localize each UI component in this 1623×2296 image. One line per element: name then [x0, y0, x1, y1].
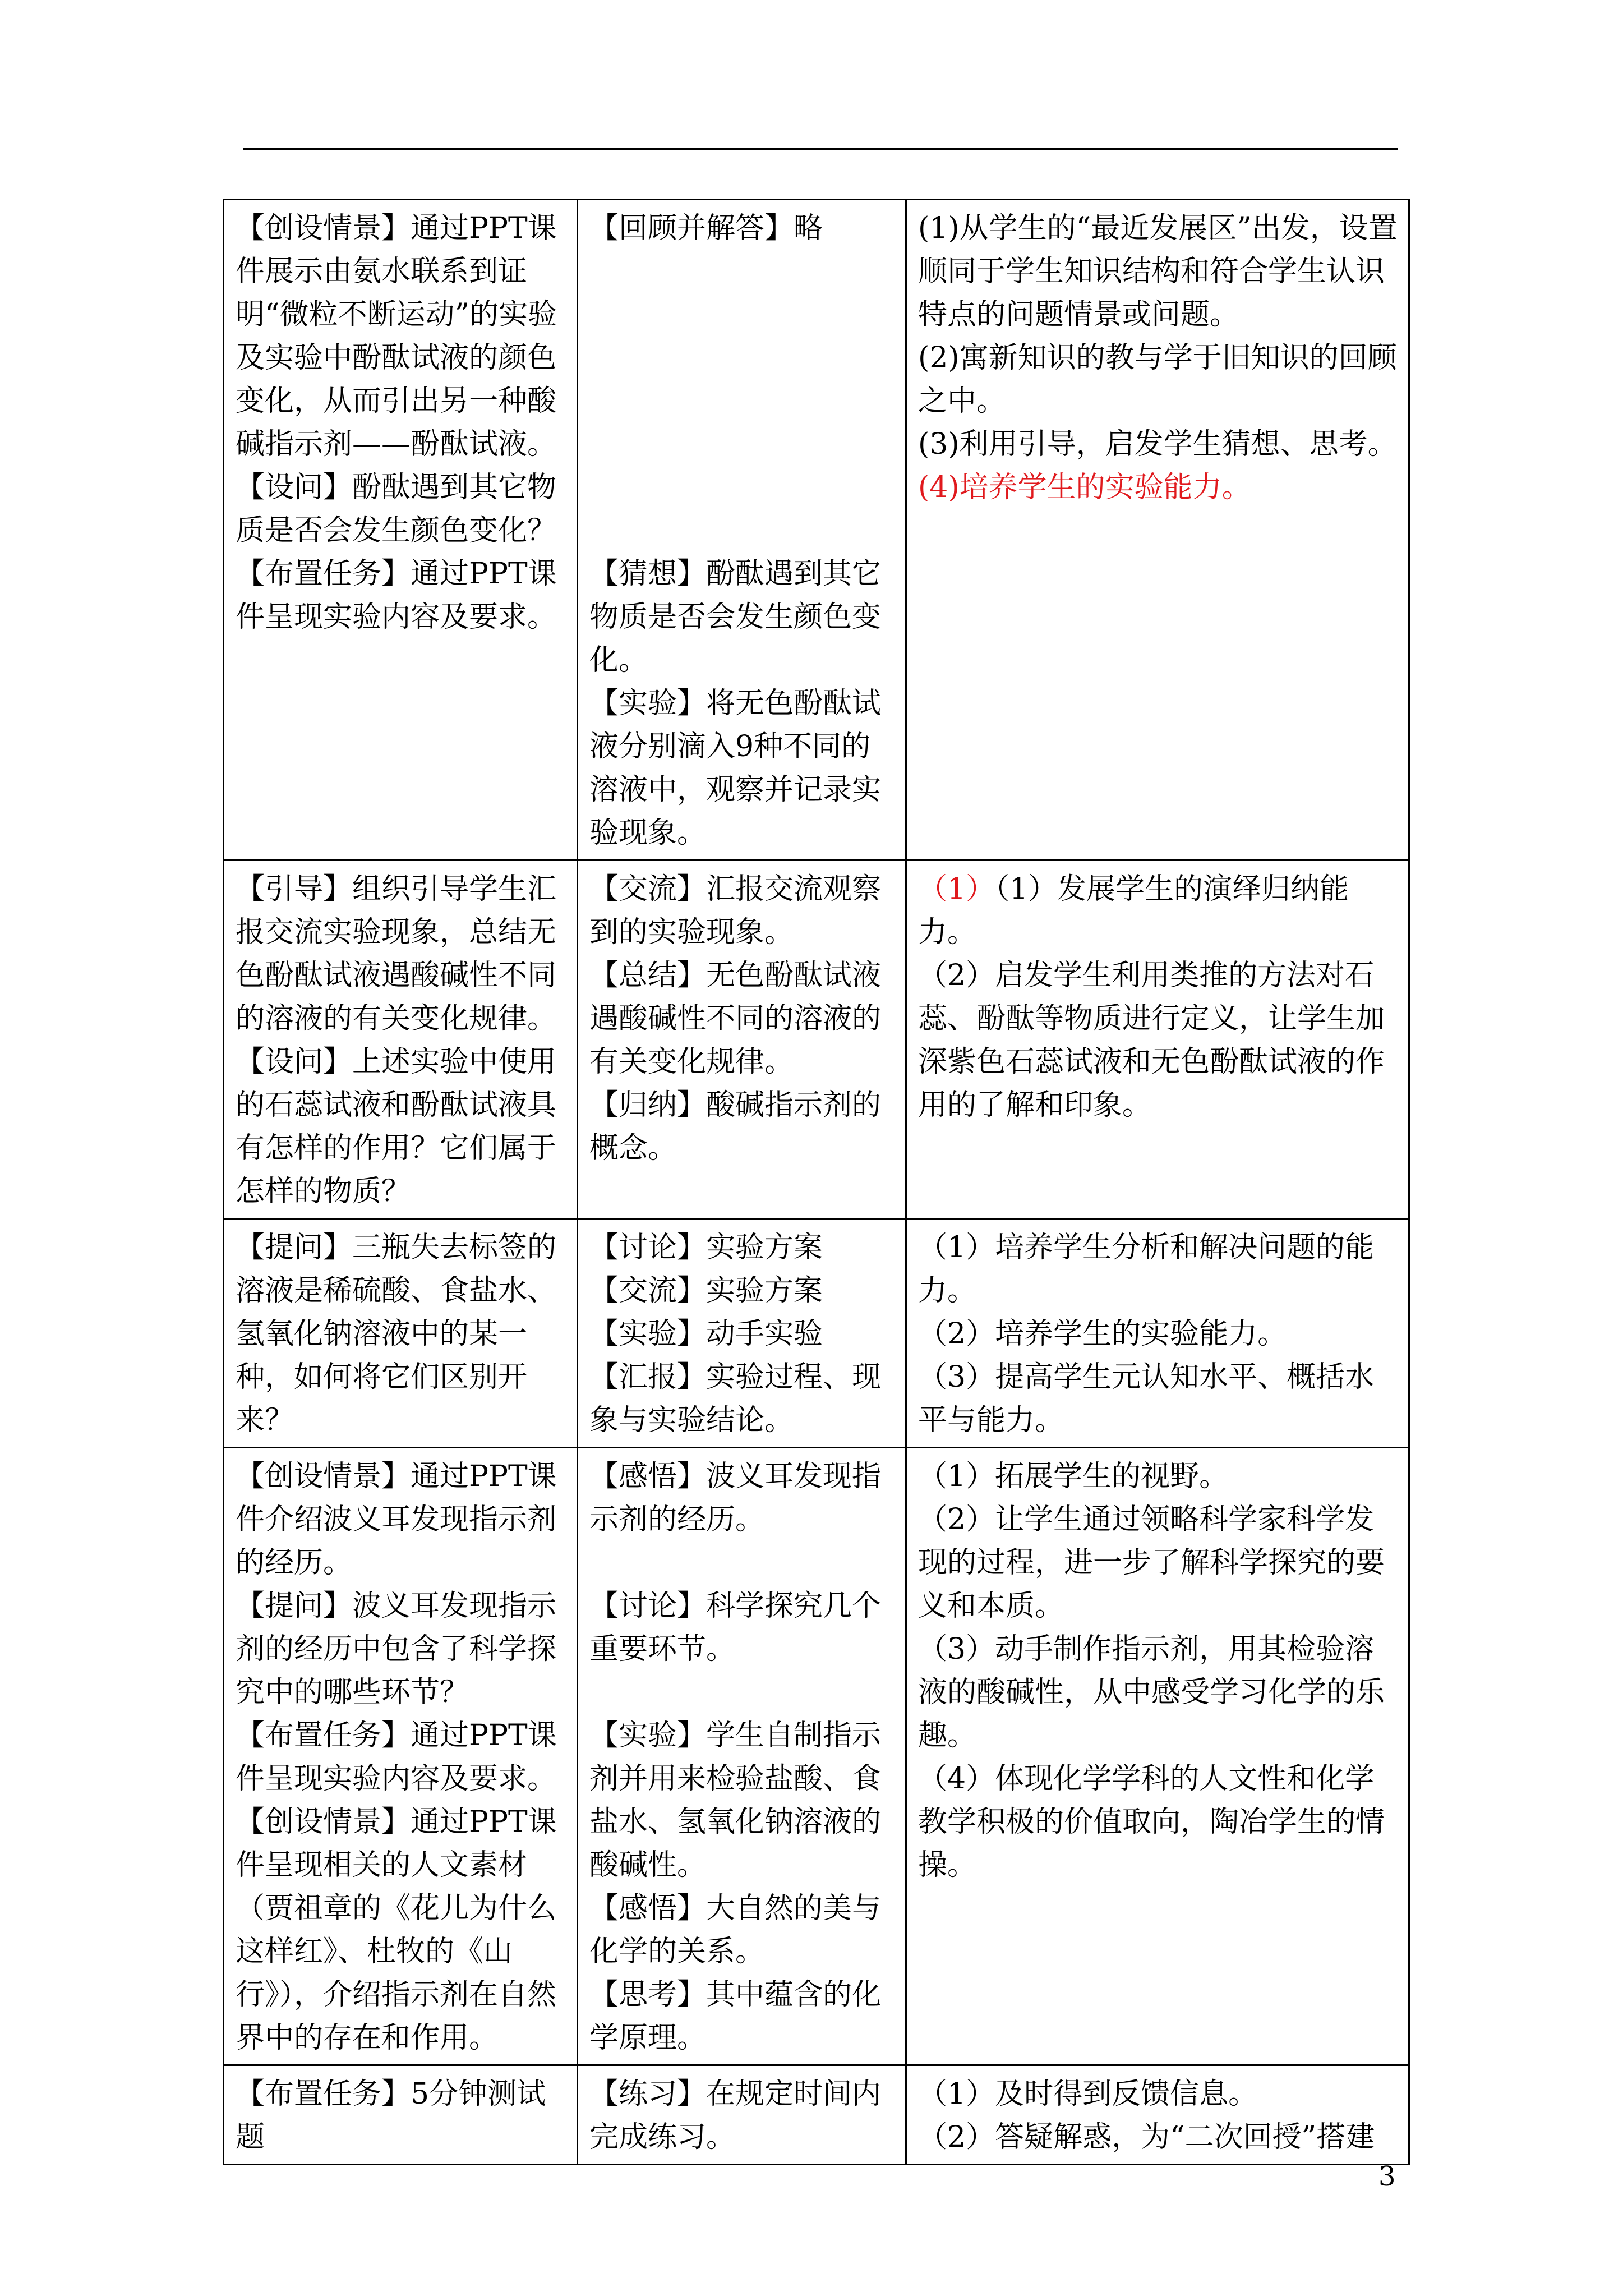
teacher-paragraph: 【布置任务】5分钟测试题 [236, 2077, 546, 2154]
intent-number: （1） [918, 872, 995, 906]
intent-paragraph [918, 868, 1398, 954]
student-paragraph: 【感悟】大自然的美与化学的关系。 [589, 1892, 882, 1968]
intent-paragraph: (2)寓新知识的教与学于旧知识的回顾之中。 [918, 341, 1397, 418]
student-activity-cell [578, 861, 906, 1219]
teacher-paragraph: 【创设情景】通过PPT课件介绍波义耳发现指示剂的经历。 [236, 1460, 557, 1580]
design-intent-cell [906, 1219, 1409, 1448]
student-paragraph: 【实验】将无色酚酞试液分别滴入9种不同的溶液中，观察并记录实验现象。 [589, 687, 882, 850]
teacher-activity-cell [224, 1448, 578, 2065]
teacher-paragraph: 【引导】组织引导学生汇报交流实验现象，总结无色酚酞试液遇酸碱性不同的溶液的有关变化规律。 [236, 872, 557, 1036]
teacher-activity-cell [224, 2065, 578, 2165]
student-paragraph: 【回顾并解答】略 [589, 211, 823, 245]
blank-line [589, 1542, 895, 1585]
page-number: 3 [1378, 2161, 1396, 2192]
blank-line [589, 337, 895, 380]
student-paragraph: 【总结】无色酚酞试液遇酸碱性不同的溶液的有关变化规律。 [589, 959, 882, 1079]
student-paragraph: 【交流】汇报交流观察到的实验现象。 [589, 872, 882, 949]
intent-paragraph: （2）答疑解惑，为“二次回授”搭建 [918, 2120, 1375, 2154]
intent-paragraph: （3）动手制作指示剂，用其检验溶液的酸碱性，从中感受学习化学的乐趣。 [918, 1632, 1385, 1752]
table-row [224, 1219, 1409, 1448]
student-paragraph: 【思考】其中蕴含的化学原理。 [589, 1978, 882, 2055]
lesson-plan-table [223, 199, 1410, 2165]
intent-paragraph: (1)从学生的“最近发展区”出发，设置顺同于学生知识结构和符合学生认识特点的问题情景或问题。 [918, 211, 1398, 332]
design-intent-cell [906, 1448, 1409, 2065]
student-paragraph: 【交流】实验方案 [589, 1274, 823, 1308]
intent-paragraph: （2）启发学生利用类推的方法对石蕊、酚酞等物质进行定义，让学生加深紫色石蕊试液和无色酚酞试液的作用的了解和印象。 [918, 959, 1385, 1122]
intent-paragraph: （2）培养学生的实验能力。 [918, 1317, 1287, 1351]
design-intent-cell [906, 2065, 1409, 2165]
student-activity-cell [578, 2065, 906, 2165]
teacher-paragraph: 【布置任务】通过PPT课件呈现实验内容及要求。 [236, 557, 557, 634]
teacher-paragraph: 【提问】三瓶失去标签的溶液是稀硫酸、食盐水、氢氧化钠溶液中的某一种，如何将它们区别开来？ [236, 1231, 557, 1437]
teacher-paragraph: 【设问】酚酞遇到其它物质是否会发生颜色变化？ [236, 471, 557, 547]
student-paragraph: 【讨论】实验方案 [589, 1231, 823, 1264]
student-activity-cell [578, 1448, 906, 2065]
intent-paragraph: （3）提高学生元认知水平、概括水平与能力。 [918, 1360, 1375, 1437]
student-paragraph: 【汇报】实验过程、现象与实验结论。 [589, 1360, 882, 1437]
student-paragraph: 【猜想】酚酞遇到其它物质是否会发生颜色变化。 [589, 557, 882, 677]
table-row [224, 2065, 1409, 2165]
teacher-activity-cell [224, 200, 578, 861]
teacher-paragraph: 【提问】波义耳发现指示剂的经历中包含了科学探究中的哪些环节？ [236, 1589, 557, 1709]
intent-paragraph: (3)利用引导，启发学生猜想、思考。 [918, 427, 1397, 461]
student-paragraph: 【实验】动手实验 [589, 1317, 823, 1351]
blank-line [589, 509, 895, 553]
table-row [224, 861, 1409, 1219]
intent-text: （1）发展学生的演绎归纳能力。 [918, 872, 1349, 949]
table-row [224, 1448, 1409, 2065]
blank-line [589, 466, 895, 509]
teacher-activity-cell [224, 861, 578, 1219]
intent-paragraph: （1）及时得到反馈信息。 [918, 2077, 1258, 2111]
student-paragraph: 【实验】学生自制指示剂并用来检验盐酸、食盐水、氢氧化钠溶液的酸碱性。 [589, 1719, 882, 1882]
intent-paragraph: （1）拓展学生的视野。 [918, 1460, 1229, 1493]
blank-line [589, 1671, 895, 1714]
blank-line [589, 293, 895, 337]
blank-line [589, 380, 895, 423]
teacher-paragraph: 【布置任务】通过PPT课件呈现实验内容及要求。 [236, 1719, 557, 1796]
intent-paragraph: （1）培养学生分析和解决问题的能力。 [918, 1231, 1375, 1308]
design-intent-cell [906, 200, 1409, 861]
intent-paragraph: （4）体现化学学科的人文性和化学教学积极的价值取向，陶冶学生的情操。 [918, 1762, 1385, 1882]
student-paragraph: 【感悟】波义耳发现指示剂的经历。 [589, 1460, 882, 1536]
header-rule [243, 148, 1398, 150]
student-paragraph: 【讨论】科学探究几个重要环节。 [589, 1589, 882, 1666]
intent-paragraph: （2）让学生通过领略科学家科学发现的过程，进一步了解科学探究的要义和本质。 [918, 1503, 1385, 1623]
teacher-activity-cell [224, 1219, 578, 1448]
intent-paragraph-highlighted: (4)培养学生的实验能力。 [918, 471, 1251, 504]
blank-line [589, 250, 895, 293]
teacher-paragraph: 【设问】上述实验中使用的石蕊试液和酚酞试液具有怎样的作用？它们属于怎样的物质？ [236, 1045, 557, 1208]
student-activity-cell [578, 1219, 906, 1448]
blank-line [589, 423, 895, 466]
student-paragraph: 【练习】在规定时间内完成练习。 [589, 2077, 882, 2154]
teacher-paragraph: 【创设情景】通过PPT课件呈现相关的人文素材（贾祖章的《花儿为什么这样红》、杜牧的《山行》），介绍指示剂在自然界中的存在和作用。 [236, 1805, 557, 2055]
teacher-paragraph: 【创设情景】通过PPT课件展示由氨水联系到证明“微粒不断运动”的实验及实验中酚酞试液的颜色变化，从而引出另一种酸碱指示剂——酚酞试液。 [236, 211, 557, 461]
design-intent-cell [906, 861, 1409, 1219]
student-paragraph: 【归纳】酸碱指示剂的概念。 [589, 1088, 882, 1165]
table-row [224, 200, 1409, 861]
student-activity-cell [578, 200, 906, 861]
